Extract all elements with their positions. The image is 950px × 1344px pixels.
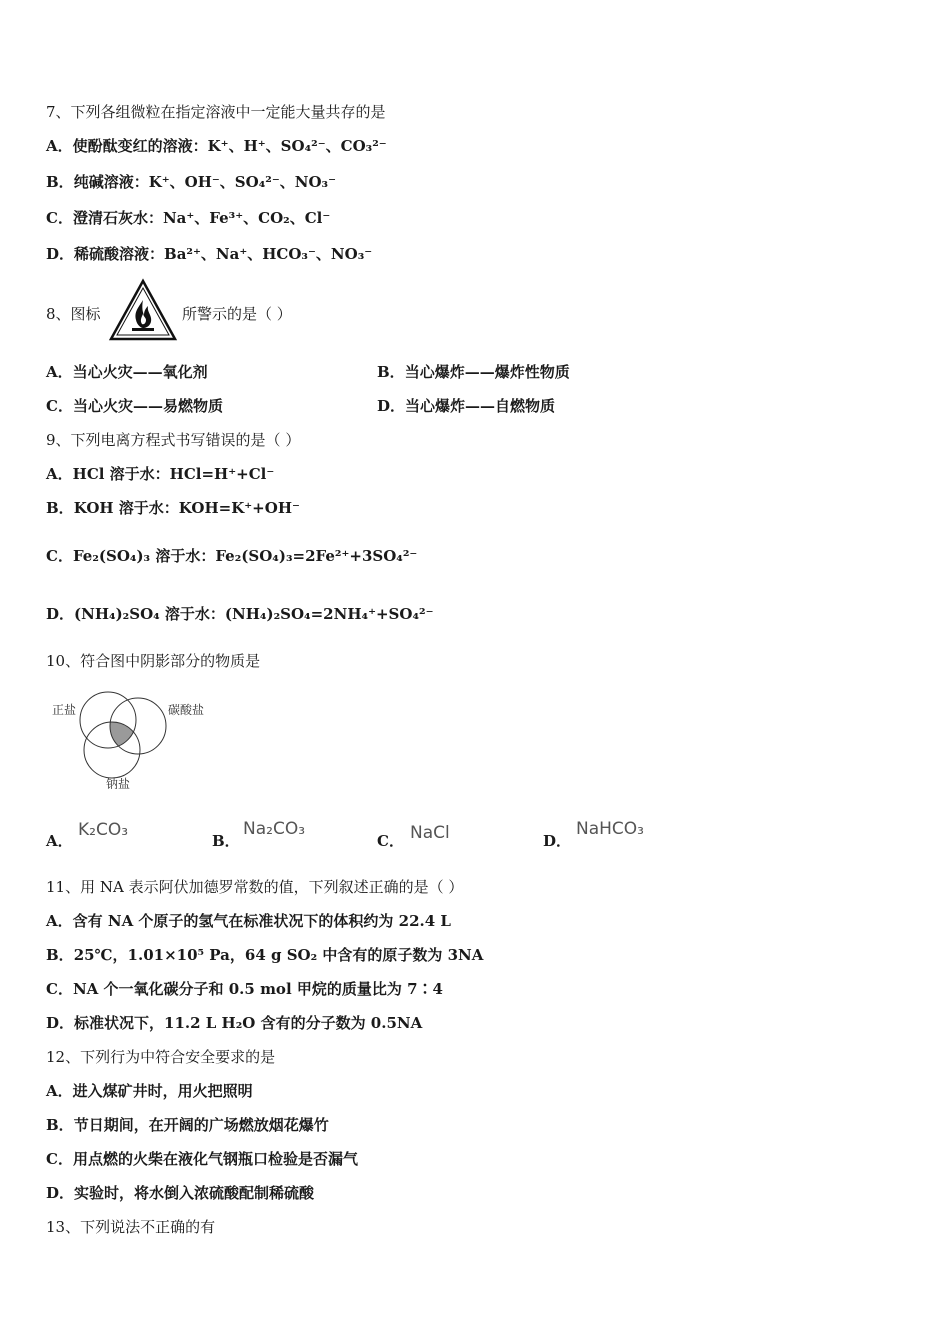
q7-c-text: 澄清石灰水：Na⁺、Fe³⁺、CO₂、Cl⁻ xyxy=(72,209,331,227)
q8-option-c xyxy=(46,396,223,416)
q12-option-d xyxy=(46,1183,314,1203)
q10-option-b-label: B． xyxy=(212,832,240,850)
q9-d-text: (NH₄)₂SO₄ 溶于水：(NH₄)₂SO₄=2NH₄⁺+SO₄²⁻ xyxy=(74,605,434,623)
q9-a-text: HCl 溶于水：HCl=H⁺+Cl⁻ xyxy=(72,465,275,483)
q8-c-text: 当心火灾——易燃物质 xyxy=(72,397,223,415)
venn-label-left: 正盐 xyxy=(52,703,77,717)
q9-option-b xyxy=(46,498,300,518)
q7-option-c xyxy=(46,208,330,228)
q10-option-c-formula: NaCl xyxy=(410,823,450,843)
q8-option-d xyxy=(377,396,555,416)
q11-a-label: A． xyxy=(46,912,73,930)
q12-b-label: B． xyxy=(46,1116,74,1134)
q9-option-c xyxy=(46,546,417,566)
q10-option-a-formula: K₂CO₃ xyxy=(78,820,129,840)
q11-d-label: D． xyxy=(46,1014,75,1032)
q8-d-text: 当心爆炸——自燃物质 xyxy=(405,397,556,415)
q7-b-text: 纯碱溶液：K⁺、OH⁻、SO₄²⁻、NO₃⁻ xyxy=(73,173,337,191)
q10-option-d-label: D． xyxy=(543,832,572,850)
q11-d-text: 标准状况下，11.2 L H₂O 含有的分子数为 0.5NA xyxy=(74,1014,423,1032)
q12-option-a xyxy=(46,1081,253,1101)
q10-option-c-label: C． xyxy=(377,832,404,850)
q12-d-text: 实验时，将水倒入浓硫酸配制稀硫酸 xyxy=(74,1184,315,1202)
q7-stem: 7、下列各组微粒在指定溶液中一定能大量共存的是 xyxy=(46,103,386,121)
q8-option-b xyxy=(377,362,570,382)
q9-d-label: D． xyxy=(46,605,75,623)
q8-b-label: B． xyxy=(377,363,405,381)
q7-d-text: 稀硫酸溶液：Ba²⁺、Na⁺、HCO₃⁻、NO₃⁻ xyxy=(74,245,373,263)
q12-d-label: D． xyxy=(46,1184,75,1202)
q10-option-d-formula: NaHCO₃ xyxy=(576,819,644,839)
q12-b-text: 节日期间，在开阔的广场燃放烟花爆竹 xyxy=(73,1116,329,1134)
q8-stem-after: 所警示的是（ ） xyxy=(182,305,292,323)
q7-c-label: C． xyxy=(46,209,73,227)
q7-option-a xyxy=(46,136,387,156)
q11-c-label: C． xyxy=(46,980,73,998)
q11-a-text: 含有 NA 个原子的氢气在标准状况下的体积约为 22.4 L xyxy=(72,912,451,930)
venn-diagram xyxy=(46,684,216,794)
q9-a-label: A． xyxy=(46,465,73,483)
q8-option-a xyxy=(46,362,208,382)
q9-option-a xyxy=(46,464,274,484)
q10-stem: 10、符合图中阴影部分的物质是 xyxy=(46,652,261,670)
q12-c-text: 用点燃的火柴在液化气钢瓶口检验是否漏气 xyxy=(72,1150,358,1168)
q7-option-b xyxy=(46,172,336,192)
q10-option-a-label: A． xyxy=(46,832,73,850)
q8-d-label: D． xyxy=(377,397,406,415)
venn-label-bottom: 钠盐 xyxy=(106,777,131,791)
q8-b-text: 当心爆炸——爆炸性物质 xyxy=(404,363,570,381)
q12-stem: 12、下列行为中符合安全要求的是 xyxy=(46,1048,276,1066)
q11-option-b xyxy=(46,945,483,965)
q9-stem: 9、下列电离方程式书写错误的是（ ） xyxy=(46,431,301,449)
q11-option-c xyxy=(46,979,443,999)
q7-b-label: B． xyxy=(46,173,74,191)
q11-option-d xyxy=(46,1013,422,1033)
q8-stem-before: 8、图标 xyxy=(46,305,101,323)
q11-b-label: B． xyxy=(46,946,74,964)
q9-c-label: C． xyxy=(46,547,73,565)
q8-a-text: 当心火灾——氧化剂 xyxy=(72,363,208,381)
q12-c-label: C． xyxy=(46,1150,73,1168)
q12-option-b xyxy=(46,1115,329,1135)
q9-option-d xyxy=(46,604,434,624)
q7-a-text: 使酚酞变红的溶液：K⁺、H⁺、SO₄²⁻、CO₃²⁻ xyxy=(72,137,387,155)
q8-a-label: A． xyxy=(46,363,73,381)
q9-c-text: Fe₂(SO₄)₃ 溶于水：Fe₂(SO₄)₃=2Fe²⁺+3SO₄²⁻ xyxy=(72,547,418,565)
q12-a-label: A． xyxy=(46,1082,73,1100)
q7-option-d xyxy=(46,244,372,264)
q9-b-label: B． xyxy=(46,499,74,517)
q11-b-text: 25℃，1.01×10⁵ Pa，64 g SO₂ 中含有的原子数为 3NA xyxy=(73,946,484,964)
flammable-hazard-icon xyxy=(108,278,178,342)
venn-label-right: 碳酸盐 xyxy=(168,703,205,717)
q13-stem: 13、下列说法不正确的有 xyxy=(46,1218,216,1236)
q7-a-label: A． xyxy=(46,137,73,155)
q7-d-label: D． xyxy=(46,245,75,263)
q10-option-b-formula: Na₂CO₃ xyxy=(243,819,306,839)
q8-c-label: C． xyxy=(46,397,73,415)
q11-stem: 11、用 NA 表示阿伏加德罗常数的值，下列叙述正确的是（ ） xyxy=(46,878,464,896)
q9-b-text: KOH 溶于水：KOH=K⁺+OH⁻ xyxy=(73,499,300,517)
q11-c-text: NA 个一氧化碳分子和 0.5 mol 甲烷的质量比为 7∶4 xyxy=(72,980,443,998)
q12-a-text: 进入煤矿井时，用火把照明 xyxy=(72,1082,253,1100)
q11-option-a xyxy=(46,911,451,931)
q12-option-c xyxy=(46,1149,358,1169)
